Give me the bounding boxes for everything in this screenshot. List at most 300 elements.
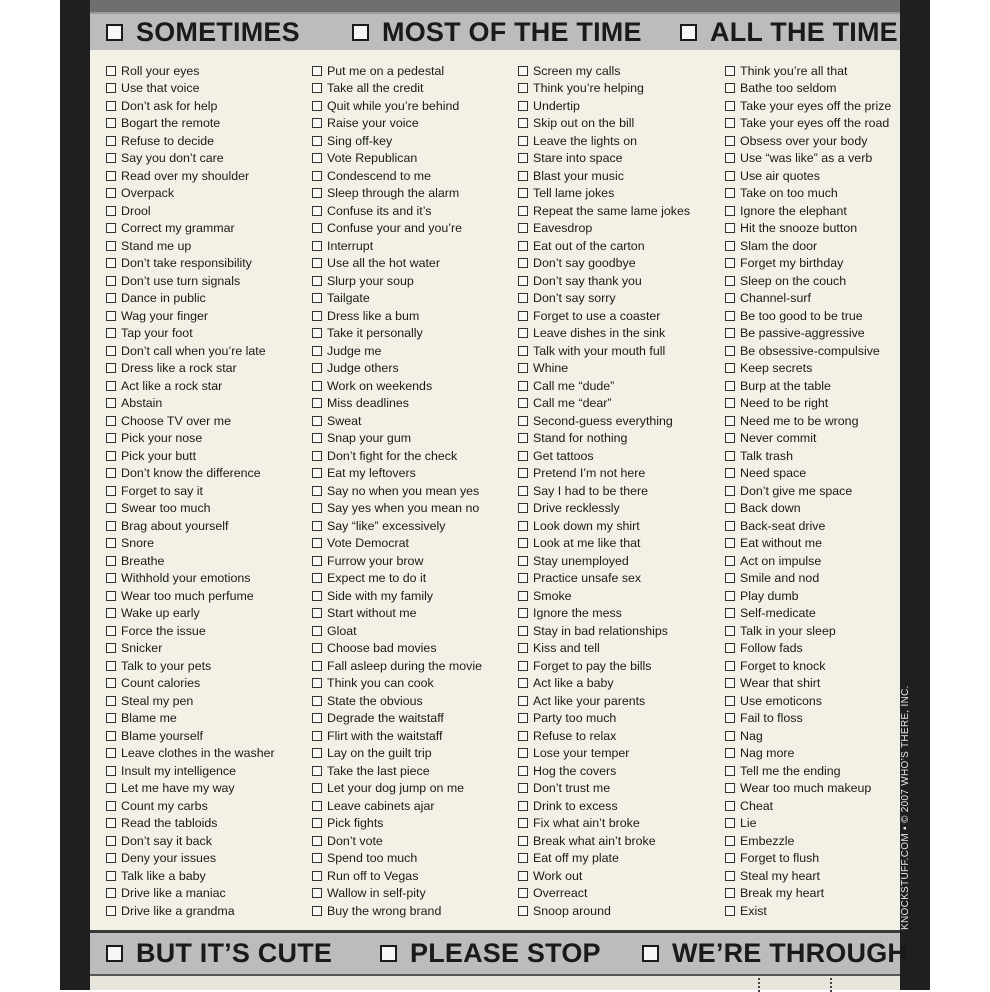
item-checkbox[interactable] bbox=[106, 643, 116, 653]
checklist-item[interactable] bbox=[106, 412, 311, 430]
item-checkbox[interactable] bbox=[312, 118, 322, 128]
item-checkbox[interactable] bbox=[106, 836, 116, 846]
item-checkbox[interactable] bbox=[725, 206, 735, 216]
checklist-item[interactable] bbox=[725, 202, 930, 220]
item-checkbox[interactable] bbox=[518, 468, 528, 478]
checklist-item[interactable] bbox=[312, 692, 517, 710]
checklist-item[interactable] bbox=[106, 290, 311, 308]
checklist-item[interactable] bbox=[312, 605, 517, 623]
checklist-item[interactable] bbox=[518, 395, 723, 413]
checklist-item[interactable] bbox=[312, 97, 517, 115]
checklist-item[interactable] bbox=[518, 272, 723, 290]
checklist-item[interactable] bbox=[518, 307, 723, 325]
checklist-item[interactable] bbox=[725, 237, 930, 255]
item-checkbox[interactable] bbox=[106, 468, 116, 478]
checklist-item[interactable] bbox=[106, 80, 311, 98]
checklist-item[interactable] bbox=[106, 132, 311, 150]
item-checkbox[interactable] bbox=[518, 363, 528, 373]
checklist-item[interactable] bbox=[518, 605, 723, 623]
checklist-item[interactable] bbox=[725, 62, 930, 80]
checklist-item[interactable] bbox=[312, 377, 517, 395]
item-checkbox[interactable] bbox=[518, 136, 528, 146]
checklist-item[interactable] bbox=[518, 587, 723, 605]
item-checkbox[interactable] bbox=[312, 853, 322, 863]
checklist-item[interactable] bbox=[312, 657, 517, 675]
checklist-item[interactable] bbox=[518, 167, 723, 185]
item-checkbox[interactable] bbox=[725, 888, 735, 898]
item-checkbox[interactable] bbox=[312, 836, 322, 846]
item-checkbox[interactable] bbox=[106, 626, 116, 636]
item-checkbox[interactable] bbox=[312, 748, 322, 758]
item-checkbox[interactable] bbox=[518, 591, 528, 601]
item-checkbox[interactable] bbox=[106, 748, 116, 758]
checklist-item[interactable] bbox=[312, 325, 517, 343]
item-checkbox[interactable] bbox=[725, 521, 735, 531]
item-checkbox[interactable] bbox=[725, 276, 735, 286]
item-checkbox[interactable] bbox=[312, 503, 322, 513]
item-checkbox[interactable] bbox=[725, 118, 735, 128]
checklist-item[interactable] bbox=[312, 430, 517, 448]
item-checkbox[interactable] bbox=[106, 713, 116, 723]
item-checkbox[interactable] bbox=[725, 363, 735, 373]
checklist-item[interactable] bbox=[312, 115, 517, 133]
level-checkbox[interactable] bbox=[352, 24, 369, 41]
item-checkbox[interactable] bbox=[725, 153, 735, 163]
checklist-item[interactable] bbox=[312, 500, 517, 518]
checklist-item[interactable] bbox=[106, 465, 311, 483]
checklist-item[interactable] bbox=[518, 202, 723, 220]
checklist-item[interactable] bbox=[518, 815, 723, 833]
item-checkbox[interactable] bbox=[518, 66, 528, 76]
item-checkbox[interactable] bbox=[312, 398, 322, 408]
item-checkbox[interactable] bbox=[312, 661, 322, 671]
item-checkbox[interactable] bbox=[725, 608, 735, 618]
item-checkbox[interactable] bbox=[106, 433, 116, 443]
checklist-item[interactable] bbox=[312, 902, 517, 920]
item-checkbox[interactable] bbox=[518, 451, 528, 461]
item-checkbox[interactable] bbox=[518, 696, 528, 706]
checklist-item[interactable] bbox=[725, 517, 930, 535]
item-checkbox[interactable] bbox=[312, 153, 322, 163]
checklist-item[interactable] bbox=[518, 132, 723, 150]
checklist-item[interactable] bbox=[518, 832, 723, 850]
item-checkbox[interactable] bbox=[518, 416, 528, 426]
checklist-item[interactable] bbox=[725, 447, 930, 465]
item-checkbox[interactable] bbox=[312, 258, 322, 268]
checklist-item[interactable] bbox=[518, 552, 723, 570]
item-checkbox[interactable] bbox=[518, 888, 528, 898]
checklist-item[interactable] bbox=[518, 185, 723, 203]
item-checkbox[interactable] bbox=[725, 556, 735, 566]
checklist-item[interactable] bbox=[725, 377, 930, 395]
checklist-item[interactable] bbox=[725, 80, 930, 98]
item-checkbox[interactable] bbox=[312, 346, 322, 356]
checklist-item[interactable] bbox=[518, 220, 723, 238]
item-checkbox[interactable] bbox=[106, 556, 116, 566]
checklist-item[interactable] bbox=[725, 587, 930, 605]
checklist-item[interactable] bbox=[106, 850, 311, 868]
item-checkbox[interactable] bbox=[312, 468, 322, 478]
item-checkbox[interactable] bbox=[725, 661, 735, 671]
checklist-item[interactable] bbox=[106, 115, 311, 133]
checklist-item[interactable] bbox=[518, 640, 723, 658]
checklist-item[interactable] bbox=[518, 115, 723, 133]
item-checkbox[interactable] bbox=[518, 906, 528, 916]
item-checkbox[interactable] bbox=[518, 538, 528, 548]
item-checkbox[interactable] bbox=[106, 871, 116, 881]
item-checkbox[interactable] bbox=[312, 241, 322, 251]
verdict-checkbox[interactable] bbox=[380, 945, 397, 962]
item-checkbox[interactable] bbox=[106, 293, 116, 303]
verdict-please-stop[interactable] bbox=[380, 933, 601, 974]
checklist-item[interactable] bbox=[518, 692, 723, 710]
item-checkbox[interactable] bbox=[725, 748, 735, 758]
item-checkbox[interactable] bbox=[106, 363, 116, 373]
item-checkbox[interactable] bbox=[725, 416, 735, 426]
checklist-item[interactable] bbox=[518, 500, 723, 518]
item-checkbox[interactable] bbox=[312, 363, 322, 373]
checklist-item[interactable] bbox=[725, 185, 930, 203]
checklist-item[interactable] bbox=[106, 780, 311, 798]
checklist-item[interactable] bbox=[312, 255, 517, 273]
item-checkbox[interactable] bbox=[518, 818, 528, 828]
item-checkbox[interactable] bbox=[312, 101, 322, 111]
item-checkbox[interactable] bbox=[725, 136, 735, 146]
checklist-item[interactable] bbox=[106, 97, 311, 115]
item-checkbox[interactable] bbox=[106, 538, 116, 548]
checklist-item[interactable] bbox=[312, 342, 517, 360]
item-checkbox[interactable] bbox=[725, 188, 735, 198]
item-checkbox[interactable] bbox=[518, 188, 528, 198]
checklist-item[interactable] bbox=[106, 360, 311, 378]
checklist-item[interactable] bbox=[106, 535, 311, 553]
item-checkbox[interactable] bbox=[312, 136, 322, 146]
checklist-item[interactable] bbox=[725, 360, 930, 378]
checklist-item[interactable] bbox=[312, 62, 517, 80]
item-checkbox[interactable] bbox=[106, 573, 116, 583]
checklist-item[interactable] bbox=[312, 80, 517, 98]
item-checkbox[interactable] bbox=[725, 503, 735, 513]
checklist-item[interactable] bbox=[312, 570, 517, 588]
checklist-item[interactable] bbox=[518, 430, 723, 448]
item-checkbox[interactable] bbox=[725, 783, 735, 793]
checklist-item[interactable] bbox=[106, 587, 311, 605]
checklist-item[interactable] bbox=[725, 150, 930, 168]
item-checkbox[interactable] bbox=[725, 573, 735, 583]
checklist-item[interactable] bbox=[106, 832, 311, 850]
item-checkbox[interactable] bbox=[312, 188, 322, 198]
checklist-item[interactable] bbox=[106, 570, 311, 588]
item-checkbox[interactable] bbox=[106, 153, 116, 163]
item-checkbox[interactable] bbox=[312, 223, 322, 233]
item-checkbox[interactable] bbox=[725, 626, 735, 636]
checklist-item[interactable] bbox=[312, 780, 517, 798]
item-checkbox[interactable] bbox=[518, 398, 528, 408]
checklist-item[interactable] bbox=[312, 552, 517, 570]
item-checkbox[interactable] bbox=[312, 801, 322, 811]
item-checkbox[interactable] bbox=[518, 731, 528, 741]
item-checkbox[interactable] bbox=[106, 241, 116, 251]
item-checkbox[interactable] bbox=[106, 486, 116, 496]
checklist-item[interactable] bbox=[106, 377, 311, 395]
checklist-item[interactable] bbox=[106, 482, 311, 500]
item-checkbox[interactable] bbox=[518, 783, 528, 793]
item-checkbox[interactable] bbox=[518, 328, 528, 338]
checklist-item[interactable] bbox=[725, 570, 930, 588]
item-checkbox[interactable] bbox=[725, 433, 735, 443]
checklist-item[interactable] bbox=[725, 325, 930, 343]
item-checkbox[interactable] bbox=[312, 66, 322, 76]
item-checkbox[interactable] bbox=[312, 206, 322, 216]
checklist-item[interactable] bbox=[106, 150, 311, 168]
item-checkbox[interactable] bbox=[725, 83, 735, 93]
checklist-item[interactable] bbox=[725, 605, 930, 623]
item-checkbox[interactable] bbox=[312, 381, 322, 391]
item-checkbox[interactable] bbox=[106, 223, 116, 233]
item-checkbox[interactable] bbox=[518, 223, 528, 233]
item-checkbox[interactable] bbox=[106, 66, 116, 76]
checklist-item[interactable] bbox=[312, 622, 517, 640]
item-checkbox[interactable] bbox=[725, 818, 735, 828]
item-checkbox[interactable] bbox=[518, 521, 528, 531]
checklist-item[interactable] bbox=[518, 517, 723, 535]
item-checkbox[interactable] bbox=[106, 696, 116, 706]
item-checkbox[interactable] bbox=[725, 766, 735, 776]
checklist-item[interactable] bbox=[106, 430, 311, 448]
checklist-item[interactable] bbox=[312, 587, 517, 605]
item-checkbox[interactable] bbox=[725, 223, 735, 233]
item-checkbox[interactable] bbox=[518, 871, 528, 881]
item-checkbox[interactable] bbox=[725, 731, 735, 741]
item-checkbox[interactable] bbox=[518, 311, 528, 321]
item-checkbox[interactable] bbox=[106, 311, 116, 321]
item-checkbox[interactable] bbox=[725, 468, 735, 478]
verdict-checkbox[interactable] bbox=[642, 945, 659, 962]
checklist-item[interactable] bbox=[106, 815, 311, 833]
item-checkbox[interactable] bbox=[312, 818, 322, 828]
item-checkbox[interactable] bbox=[725, 311, 735, 321]
checklist-item[interactable] bbox=[518, 850, 723, 868]
item-checkbox[interactable] bbox=[106, 381, 116, 391]
item-checkbox[interactable] bbox=[725, 241, 735, 251]
checklist-item[interactable] bbox=[312, 167, 517, 185]
checklist-item[interactable] bbox=[106, 797, 311, 815]
item-checkbox[interactable] bbox=[518, 381, 528, 391]
checklist-item[interactable] bbox=[725, 220, 930, 238]
checklist-item[interactable] bbox=[106, 307, 311, 325]
item-checkbox[interactable] bbox=[725, 66, 735, 76]
item-checkbox[interactable] bbox=[518, 206, 528, 216]
item-checkbox[interactable] bbox=[725, 486, 735, 496]
item-checkbox[interactable] bbox=[725, 696, 735, 706]
item-checkbox[interactable] bbox=[312, 328, 322, 338]
item-checkbox[interactable] bbox=[518, 293, 528, 303]
checklist-item[interactable] bbox=[518, 97, 723, 115]
checklist-item[interactable] bbox=[518, 325, 723, 343]
item-checkbox[interactable] bbox=[106, 451, 116, 461]
checklist-item[interactable] bbox=[106, 185, 311, 203]
item-checkbox[interactable] bbox=[106, 328, 116, 338]
item-checkbox[interactable] bbox=[312, 713, 322, 723]
checklist-item[interactable] bbox=[725, 552, 930, 570]
checklist-item[interactable] bbox=[312, 815, 517, 833]
level-sometimes[interactable] bbox=[106, 14, 300, 50]
item-checkbox[interactable] bbox=[312, 888, 322, 898]
checklist-item[interactable] bbox=[106, 237, 311, 255]
item-checkbox[interactable] bbox=[518, 486, 528, 496]
checklist-item[interactable] bbox=[725, 307, 930, 325]
checklist-item[interactable] bbox=[725, 535, 930, 553]
item-checkbox[interactable] bbox=[725, 713, 735, 723]
item-checkbox[interactable] bbox=[312, 521, 322, 531]
level-most-of-the-time[interactable] bbox=[352, 14, 642, 50]
checklist-item[interactable] bbox=[725, 97, 930, 115]
item-checkbox[interactable] bbox=[312, 871, 322, 881]
checklist-item[interactable] bbox=[725, 167, 930, 185]
item-checkbox[interactable] bbox=[725, 258, 735, 268]
checklist-item[interactable] bbox=[312, 150, 517, 168]
checklist-item[interactable] bbox=[312, 517, 517, 535]
item-checkbox[interactable] bbox=[106, 503, 116, 513]
checklist-item[interactable] bbox=[106, 255, 311, 273]
checklist-item[interactable] bbox=[725, 395, 930, 413]
checklist-item[interactable] bbox=[106, 745, 311, 763]
checklist-item[interactable] bbox=[106, 675, 311, 693]
checklist-item[interactable] bbox=[518, 80, 723, 98]
item-checkbox[interactable] bbox=[106, 346, 116, 356]
item-checkbox[interactable] bbox=[312, 783, 322, 793]
checklist-item[interactable] bbox=[312, 237, 517, 255]
item-checkbox[interactable] bbox=[312, 678, 322, 688]
item-checkbox[interactable] bbox=[725, 293, 735, 303]
checklist-item[interactable] bbox=[312, 395, 517, 413]
item-checkbox[interactable] bbox=[106, 398, 116, 408]
checklist-item[interactable] bbox=[312, 185, 517, 203]
checklist-item[interactable] bbox=[725, 132, 930, 150]
item-checkbox[interactable] bbox=[106, 853, 116, 863]
checklist-item[interactable] bbox=[725, 412, 930, 430]
checklist-item[interactable] bbox=[518, 255, 723, 273]
item-checkbox[interactable] bbox=[518, 678, 528, 688]
item-checkbox[interactable] bbox=[106, 521, 116, 531]
item-checkbox[interactable] bbox=[106, 801, 116, 811]
checklist-item[interactable] bbox=[518, 62, 723, 80]
item-checkbox[interactable] bbox=[518, 573, 528, 583]
checklist-item[interactable] bbox=[725, 640, 930, 658]
item-checkbox[interactable] bbox=[518, 853, 528, 863]
level-checkbox[interactable] bbox=[680, 24, 697, 41]
checklist-item[interactable] bbox=[312, 465, 517, 483]
item-checkbox[interactable] bbox=[106, 608, 116, 618]
checklist-item[interactable] bbox=[725, 622, 930, 640]
item-checkbox[interactable] bbox=[106, 206, 116, 216]
checklist-item[interactable] bbox=[312, 850, 517, 868]
checklist-item[interactable] bbox=[312, 132, 517, 150]
item-checkbox[interactable] bbox=[312, 766, 322, 776]
checklist-item[interactable] bbox=[312, 675, 517, 693]
item-checkbox[interactable] bbox=[725, 678, 735, 688]
item-checkbox[interactable] bbox=[312, 906, 322, 916]
checklist-item[interactable] bbox=[106, 622, 311, 640]
item-checkbox[interactable] bbox=[312, 276, 322, 286]
checklist-item[interactable] bbox=[106, 552, 311, 570]
item-checkbox[interactable] bbox=[518, 556, 528, 566]
item-checkbox[interactable] bbox=[518, 241, 528, 251]
item-checkbox[interactable] bbox=[518, 801, 528, 811]
item-checkbox[interactable] bbox=[312, 83, 322, 93]
checklist-item[interactable] bbox=[518, 622, 723, 640]
item-checkbox[interactable] bbox=[106, 258, 116, 268]
checklist-item[interactable] bbox=[518, 657, 723, 675]
checklist-item[interactable] bbox=[312, 307, 517, 325]
checklist-item[interactable] bbox=[312, 220, 517, 238]
checklist-item[interactable] bbox=[106, 62, 311, 80]
item-checkbox[interactable] bbox=[312, 311, 322, 321]
item-checkbox[interactable] bbox=[106, 188, 116, 198]
item-checkbox[interactable] bbox=[312, 731, 322, 741]
item-checkbox[interactable] bbox=[725, 538, 735, 548]
checklist-item[interactable] bbox=[106, 867, 311, 885]
level-all-the-time[interactable] bbox=[680, 14, 898, 50]
item-checkbox[interactable] bbox=[518, 171, 528, 181]
checklist-item[interactable] bbox=[312, 360, 517, 378]
item-checkbox[interactable] bbox=[312, 608, 322, 618]
checklist-item[interactable] bbox=[725, 500, 930, 518]
checklist-item[interactable] bbox=[518, 290, 723, 308]
checklist-item[interactable] bbox=[106, 500, 311, 518]
item-checkbox[interactable] bbox=[106, 171, 116, 181]
item-checkbox[interactable] bbox=[312, 293, 322, 303]
item-checkbox[interactable] bbox=[312, 591, 322, 601]
checklist-item[interactable] bbox=[518, 745, 723, 763]
level-checkbox[interactable] bbox=[106, 24, 123, 41]
item-checkbox[interactable] bbox=[312, 171, 322, 181]
checklist-item[interactable] bbox=[312, 867, 517, 885]
verdict-but-its-cute[interactable] bbox=[106, 933, 332, 974]
checklist-item[interactable] bbox=[725, 255, 930, 273]
checklist-item[interactable] bbox=[312, 290, 517, 308]
item-checkbox[interactable] bbox=[518, 153, 528, 163]
checklist-item[interactable] bbox=[725, 342, 930, 360]
checklist-item[interactable] bbox=[106, 325, 311, 343]
checklist-item[interactable] bbox=[312, 640, 517, 658]
item-checkbox[interactable] bbox=[106, 818, 116, 828]
checklist-item[interactable] bbox=[106, 710, 311, 728]
checklist-item[interactable] bbox=[312, 535, 517, 553]
checklist-item[interactable] bbox=[518, 885, 723, 903]
checklist-item[interactable] bbox=[518, 360, 723, 378]
checklist-item[interactable] bbox=[312, 447, 517, 465]
item-checkbox[interactable] bbox=[725, 836, 735, 846]
checklist-item[interactable] bbox=[518, 797, 723, 815]
checklist-item[interactable] bbox=[106, 517, 311, 535]
item-checkbox[interactable] bbox=[518, 346, 528, 356]
verdict-were-through[interactable] bbox=[642, 933, 907, 974]
checklist-item[interactable] bbox=[518, 237, 723, 255]
item-checkbox[interactable] bbox=[106, 83, 116, 93]
checklist-item[interactable] bbox=[518, 675, 723, 693]
checklist-item[interactable] bbox=[312, 482, 517, 500]
item-checkbox[interactable] bbox=[106, 906, 116, 916]
item-checkbox[interactable] bbox=[312, 451, 322, 461]
checklist-item[interactable] bbox=[312, 797, 517, 815]
checklist-item[interactable] bbox=[312, 832, 517, 850]
checklist-item[interactable] bbox=[518, 447, 723, 465]
item-checkbox[interactable] bbox=[518, 83, 528, 93]
item-checkbox[interactable] bbox=[312, 643, 322, 653]
checklist-item[interactable] bbox=[312, 745, 517, 763]
item-checkbox[interactable] bbox=[518, 118, 528, 128]
